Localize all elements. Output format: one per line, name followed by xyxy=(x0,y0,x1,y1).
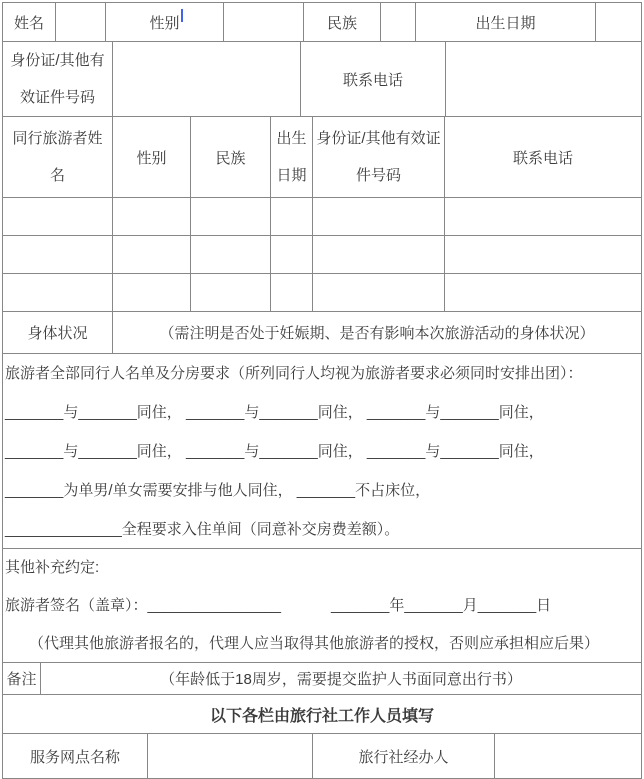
rooming-title: 旅游者全部同行人名单及分房要求（所列同行人均视为旅游者要求必须同时安排出团）： xyxy=(5,364,583,382)
supplement-row xyxy=(3,549,641,663)
companion-name-header: 同行旅游者姓名 xyxy=(3,117,113,198)
companion-ethnicity-header: 民族 xyxy=(191,117,271,198)
companion-id-header: 身份证/其他有效证件号码 xyxy=(313,117,445,198)
companion-phone-header: 联系电话 xyxy=(445,117,641,198)
staff-title-row xyxy=(3,695,641,734)
birthdate-value-cell[interactable] xyxy=(596,3,641,42)
companion-birthdate-header: 出生日期 xyxy=(271,117,313,198)
companion-ethnicity-cell[interactable] xyxy=(191,274,271,312)
rooming-line: _______与_______同住， _______与_______同住， _______与_______同住， xyxy=(5,403,544,421)
rooming-line: _______与_______同住， _______与_______同住， _______与_______同住， xyxy=(5,442,544,460)
birthdate-label: 出生日期 xyxy=(416,3,596,42)
applicant-id-row xyxy=(3,42,641,117)
remark-row xyxy=(3,663,641,695)
id-number-label: 身份证/其他有效证件号码 xyxy=(3,42,113,117)
gender-value-cell[interactable] xyxy=(224,3,304,42)
registration-form-table xyxy=(2,2,642,779)
health-row xyxy=(3,312,641,354)
companion-header-row xyxy=(3,117,641,198)
signature-line: 旅游者签名（盖章）：________________ _______年_______月_______日 xyxy=(5,596,552,614)
staff-section-title: 以下各栏由旅行社工作人员填写 xyxy=(3,695,641,734)
agent-value-cell[interactable] xyxy=(495,734,641,778)
companion-name-cell[interactable] xyxy=(3,236,113,274)
rooming-line: ______________全程要求入住单间（同意补交房费差额）。 xyxy=(5,520,400,538)
companion-phone-cell[interactable] xyxy=(445,274,641,312)
agency-note: （代理其他旅游者报名的，代理人应当取得其他旅游者的授权，否则应承担相应后果） xyxy=(29,634,600,652)
companion-name-cell[interactable] xyxy=(3,274,113,312)
applicant-basic-row xyxy=(3,3,641,42)
companion-row-3 xyxy=(3,274,641,312)
staff-fill-row xyxy=(3,734,641,778)
rooming-section xyxy=(3,354,641,549)
companion-row-1 xyxy=(3,198,641,236)
id-number-value-cell[interactable] xyxy=(113,42,301,117)
companion-row-2 xyxy=(3,236,641,274)
supplement-section xyxy=(3,549,641,663)
remark-label: 备注 xyxy=(3,663,41,695)
phone-value-cell[interactable] xyxy=(446,42,641,117)
companion-ethnicity-cell[interactable] xyxy=(191,236,271,274)
ethnicity-label: 民族 xyxy=(304,3,381,42)
companion-phone-cell[interactable] xyxy=(445,198,641,236)
companion-id-cell[interactable] xyxy=(313,198,445,236)
companion-birthdate-cell[interactable] xyxy=(271,274,313,312)
rooming-line: _______为单男/单女需要安排与他人同住， _______不占床位， xyxy=(5,481,431,499)
companion-gender-header: 性别 xyxy=(113,117,191,198)
name-value-cell[interactable] xyxy=(56,3,106,42)
rooming-row xyxy=(3,354,641,549)
companion-phone-cell[interactable] xyxy=(445,236,641,274)
outlet-value-cell[interactable] xyxy=(148,734,313,778)
companion-birthdate-cell[interactable] xyxy=(271,198,313,236)
companion-birthdate-cell[interactable] xyxy=(271,236,313,274)
phone-label: 联系电话 xyxy=(301,42,446,117)
companion-gender-cell[interactable] xyxy=(113,274,191,312)
text-cursor xyxy=(181,9,183,22)
remark-note: （年龄低于18周岁，需要提交监护人书面同意出行书） xyxy=(41,663,641,695)
outlet-label: 服务网点名称 xyxy=(3,734,148,778)
companion-gender-cell[interactable] xyxy=(113,236,191,274)
supplement-title: 其他补充约定: xyxy=(5,558,100,576)
gender-label: 性别 xyxy=(106,3,224,42)
agent-label: 旅行社经办人 xyxy=(313,734,495,778)
ethnicity-value-cell[interactable] xyxy=(381,3,416,42)
companion-gender-cell[interactable] xyxy=(113,198,191,236)
health-label: 身体状况 xyxy=(3,312,113,354)
companion-id-cell[interactable] xyxy=(313,236,445,274)
companion-ethnicity-cell[interactable] xyxy=(191,198,271,236)
health-note: （需注明是否处于妊娠期、是否有影响本次旅游活动的身体状况） xyxy=(113,312,641,354)
name-label: 姓名 xyxy=(3,3,56,42)
companion-name-cell[interactable] xyxy=(3,198,113,236)
companion-id-cell[interactable] xyxy=(313,274,445,312)
